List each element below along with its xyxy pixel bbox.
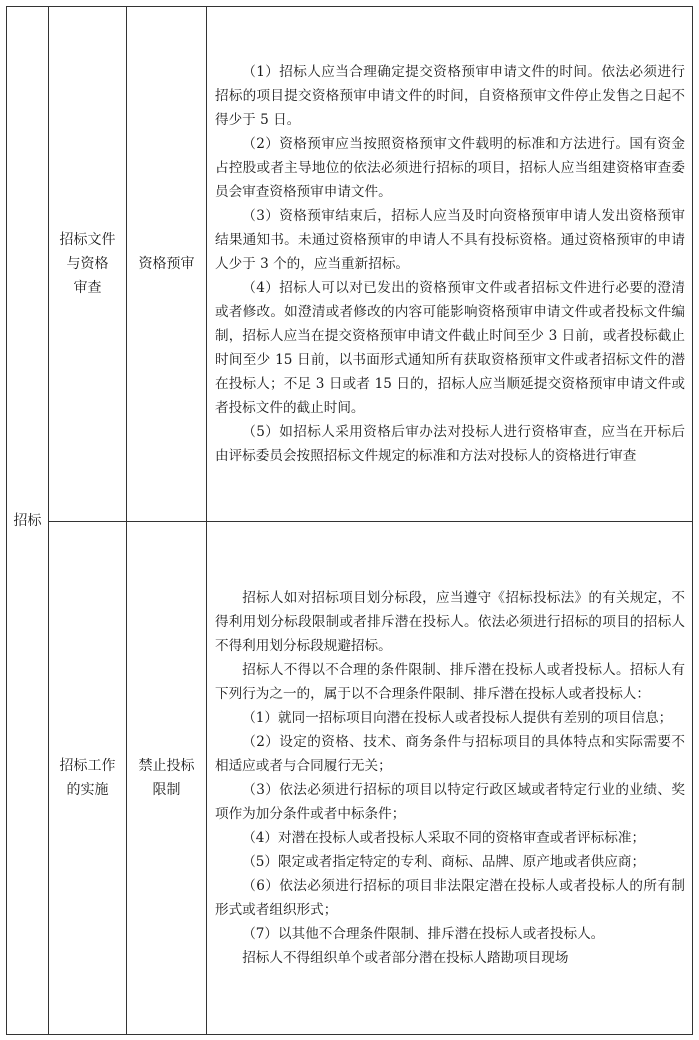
paragraph: （2）设定的资格、技术、商务条件与招标项目的具体特点和实际需要不相适应或者与合同履行无关； [215, 734, 685, 774]
group-label-line: 招标工作 [59, 758, 116, 774]
paragraph: 招标人不得以不合理的条件限制、排斥潜在投标人或者投标人。招标人有下列行为之一的，属于以不合理条件限制、排斥潜在投标人或者投标人： [215, 662, 685, 702]
group-cell [49, 522, 127, 1035]
regulation-table [6, 6, 693, 1035]
content-block [207, 586, 692, 970]
paragraph: （1）招标人应当合理确定提交资格预审申请文件的时间。依法必须进行招标的项目提交资格预审申请文件的时间，自资格预审文件停止发售之日起不得少于 5 日。 [215, 64, 685, 128]
table-row [7, 7, 693, 522]
paragraph: （1）就同一招标项目向潜在投标人或者投标人提供有差别的项目信息； [242, 710, 673, 726]
paragraph: 招标人如对招标项目划分标段，应当遵守《招标投标法》的有关规定，不得利用划分标段限制或者排斥潜在投标人。依法必须进行招标的项目的招标人不得利用划分标段规避招标。 [215, 590, 685, 654]
category-cell [7, 7, 49, 1035]
group-label-line: 与资格 [66, 256, 109, 272]
group-cell [49, 7, 127, 522]
content-block [207, 60, 692, 468]
paragraph: （6）依法必须进行招标的项目非法限定潜在投标人或者投标人的所有制形式或者组织形式； [215, 878, 685, 918]
paragraph: （3）依法必须进行招标的项目以特定行政区域或者特定行业的业绩、奖项作为加分条件或者中标条件； [215, 782, 685, 822]
category-label: 招标 [13, 512, 42, 529]
item-label-line: 资格预审 [138, 256, 195, 272]
paragraph: （4）对潜在投标人或者投标人采取不同的资格审查或者评标标准； [242, 830, 646, 846]
item-cell [127, 7, 207, 522]
paragraph: （2）资格预审应当按照资格预审文件载明的标准和方法进行。国有资金占控股或者主导地位的依法必须进行招标的项目，招标人应当组建资格审查委员会审查资格预审申请文件。 [215, 136, 685, 200]
content-cell [207, 7, 693, 522]
paragraph: （7）以其他不合理条件限制、排斥潜在投标人或者投标人。 [242, 926, 605, 942]
paragraph: （5）如招标人采用资格后审办法对投标人进行资格审查，应当在开标后由评标委员会按照招标文件规定的标准和方法对投标人的资格进行审查 [215, 424, 685, 464]
paragraph: （5）限定或者指定特定的专利、商标、品牌、原产地或者供应商； [242, 854, 646, 870]
group-label-line: 审查 [73, 280, 102, 296]
group-label-line: 的实施 [66, 782, 109, 798]
item-label-line: 限制 [152, 782, 181, 798]
item-cell [127, 522, 207, 1035]
content-cell [207, 522, 693, 1035]
paragraph: 招标人不得组织单个或者部分潜在投标人踏勘项目现场 [242, 950, 569, 966]
table-row [7, 522, 693, 1035]
group-label-line: 招标文件 [59, 232, 116, 248]
paragraph: （4）招标人可以对已发出的资格预审文件或者招标文件进行必要的澄清或者修改。如澄清或者修改的内容可能影响资格预审申请文件或者投标文件编制，招标人应当在提交资格预审申请文件截止时间至少 3 日前，或者投标截止时间至少 15 日前，以书面形式通知所有获取资格预审文件或者招标文件的潜在投标人；不足 3 日或者 15 日的，招标人应当顺延提交资格预审申请文件或者投标文件的截止时间。 [215, 280, 685, 416]
item-label-line: 禁止投标 [138, 758, 195, 774]
paragraph: （3）资格预审结束后，招标人应当及时向资格预审申请人发出资格预审结果通知书。未通过资格预审的申请人不具有投标资格。通过资格预审的申请人少于 3 个的，应当重新招标。 [215, 208, 685, 272]
